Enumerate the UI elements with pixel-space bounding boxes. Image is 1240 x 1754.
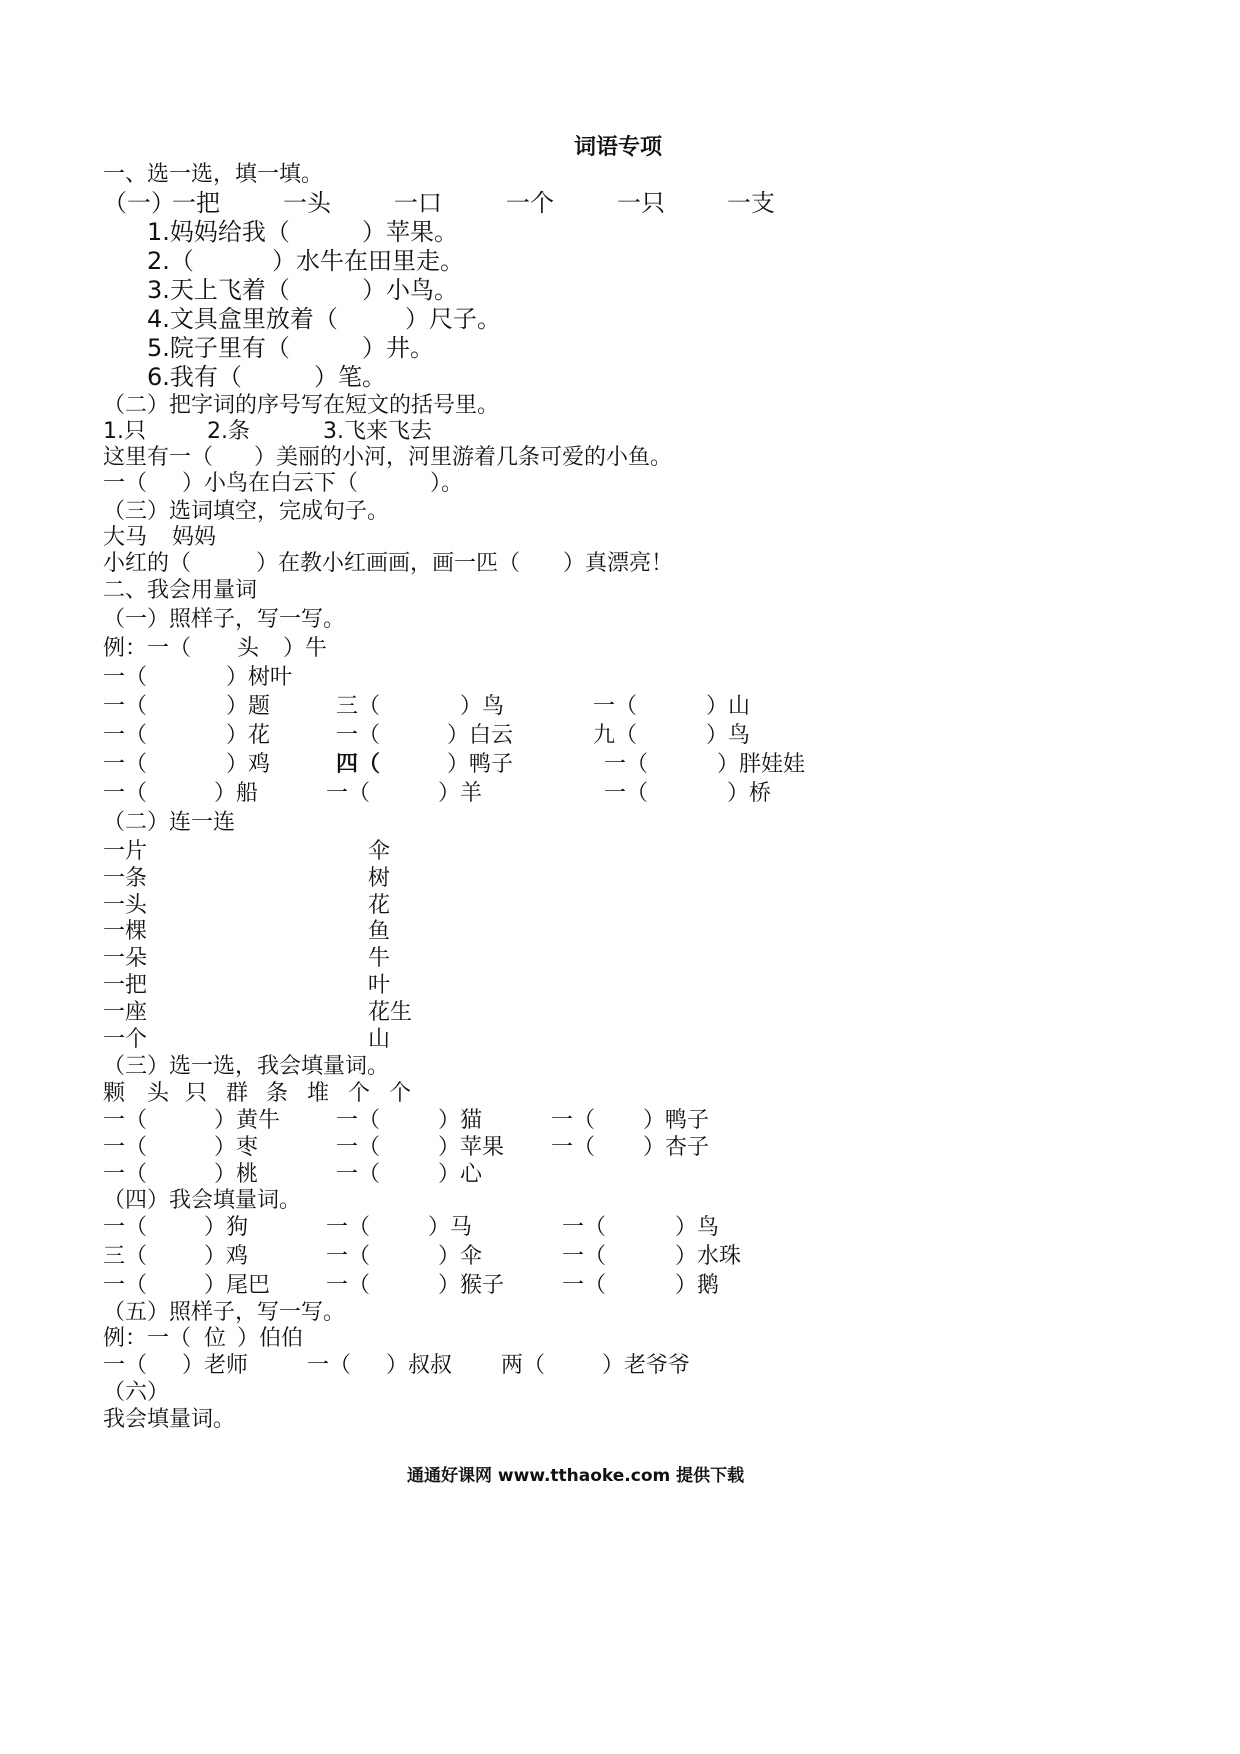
example-answer: 头 (237, 636, 260, 661)
blank-suffix: ）鸡 (204, 1244, 249, 1269)
blank-suffix: ）树叶 (226, 665, 293, 690)
instruction-text: 我会填量词。 (103, 1407, 236, 1432)
question-text: ）在教小红画画，画一匹（ (256, 551, 521, 576)
part-heading: （四）我会填量词。 (103, 1188, 302, 1213)
blank-suffix: ）老师 (182, 1353, 249, 1378)
question-text: 5.院子里有（ (147, 334, 290, 362)
blank-suffix: ）尾巴 (204, 1273, 271, 1298)
blank-prefix: 一（ (551, 1108, 596, 1133)
question-text: 1.妈妈给我（ (147, 218, 290, 246)
section-heading-2: 二、我会用量词 (103, 578, 258, 603)
match-right-item: 鱼 (368, 919, 391, 944)
match-right-item: 山 (368, 1027, 391, 1052)
example-text: ）伯伯 (237, 1326, 304, 1351)
page-footer: 通通好课网 www.tthaoke.com 提供下载 (407, 1466, 745, 1486)
blank-prefix: 一（ (604, 752, 649, 777)
question-text: 2.（ (147, 247, 194, 275)
match-right-item: 花生 (368, 1000, 413, 1025)
blank-suffix: ）枣 (214, 1135, 259, 1160)
blank-suffix: ）鸟 (706, 723, 751, 748)
example-answer: 位 (204, 1326, 227, 1351)
question-text: ）。 (430, 471, 464, 496)
question-text: ）真漂亮！ (563, 551, 674, 576)
part-heading: （二）把字词的序号写在短文的括号里。 (103, 393, 500, 418)
example-text: 例：一（ (103, 636, 192, 661)
option: 堆 (307, 1081, 330, 1106)
section-heading-1: 一、选一选，填一填。 (103, 162, 324, 187)
blank-prefix: 一（ (562, 1215, 607, 1240)
question-text: ）苹果。 (362, 218, 458, 246)
blank-prefix: 九（ (593, 723, 638, 748)
blank-prefix: 一（ (103, 1353, 148, 1378)
blank-prefix: 一（ (326, 1215, 371, 1240)
blank-prefix: 一（ (326, 1244, 371, 1269)
question-text: 6.我有（ (147, 363, 242, 391)
blank-suffix: ）鸟 (675, 1215, 720, 1240)
question-text: ）美丽的小河，河里游着几条可爱的小鱼。 (254, 445, 673, 470)
question-text: ）井。 (362, 334, 434, 362)
option: 2.条 (207, 419, 250, 444)
blank-suffix: ）狗 (204, 1215, 249, 1240)
question-text: 4.文具盒里放着（ (147, 305, 338, 333)
option: 一个 (506, 189, 554, 217)
match-left-item: 一片 (103, 839, 148, 864)
option: 妈妈 (172, 525, 217, 550)
option: 个 (348, 1081, 371, 1106)
blank-prefix: 一（ (103, 781, 148, 806)
blank-suffix: ）水珠 (675, 1244, 742, 1269)
blank-prefix: 一（ (103, 1215, 148, 1240)
part-heading: （一）照样子，写一写。 (103, 607, 346, 632)
blank-suffix: ）船 (214, 781, 259, 806)
part-heading: （一） (103, 189, 175, 217)
match-right-item: 花 (368, 893, 391, 918)
option: 一支 (727, 189, 775, 217)
blank-suffix: ）胖娃娃 (717, 752, 806, 777)
question-text: ）小鸟。 (362, 276, 458, 304)
part-heading: （二）连一连 (103, 810, 236, 835)
match-left-item: 一座 (103, 1000, 148, 1025)
blank-prefix: 一（ (103, 665, 148, 690)
match-left-item: 一把 (103, 973, 148, 998)
blank-prefix: 一（ (336, 723, 381, 748)
question-text: ）笔。 (314, 363, 386, 391)
option: 头 (147, 1081, 170, 1106)
blank-prefix: 两（ (501, 1353, 546, 1378)
blank-prefix: 一（ (562, 1244, 607, 1269)
blank-suffix: ）鸭子 (643, 1108, 710, 1133)
question-text: 一（ (103, 471, 148, 496)
match-right-item: 树 (368, 866, 391, 891)
blank-prefix: 一（ (336, 1162, 381, 1187)
match-left-item: 一条 (103, 866, 148, 891)
blank-prefix: 三（ (336, 694, 381, 719)
blank-suffix: ）花 (226, 723, 271, 748)
blank-prefix: 一（ (103, 694, 148, 719)
question-text: ）小鸟在白云下（ (182, 471, 359, 496)
part-heading: （六） (103, 1380, 170, 1405)
part-heading: （三）选词填空，完成句子。 (103, 499, 390, 524)
option: 大马 (103, 525, 148, 550)
match-right-item: 伞 (368, 839, 391, 864)
option: 一头 (283, 189, 331, 217)
blank-prefix: 一（ (604, 781, 649, 806)
blank-suffix: ）老爷爷 (602, 1353, 691, 1378)
blank-suffix: ）鸟 (460, 694, 505, 719)
blank-prefix: 一（ (103, 1273, 148, 1298)
option: 条 (266, 1081, 289, 1106)
blank-prefix: 一（ (103, 1135, 148, 1160)
blank-suffix: ）鹅 (675, 1273, 720, 1298)
part-heading: （五）照样子，写一写。 (103, 1300, 346, 1325)
question-text: ）尺子。 (405, 305, 501, 333)
blank-prefix: 一（ (103, 1108, 148, 1133)
blank-suffix: ）题 (226, 694, 271, 719)
option: 一只 (617, 189, 665, 217)
blank-suffix: ）鸭子 (447, 752, 514, 777)
part-heading: （三）选一选，我会填量词。 (103, 1054, 390, 1079)
blank-prefix: 一（ (307, 1353, 352, 1378)
question-text: 这里有一（ (103, 445, 214, 470)
blank-prefix: 一（ (103, 723, 148, 748)
blank-suffix: ）鸡 (226, 752, 271, 777)
blank-prefix: 一（ (593, 694, 638, 719)
option: 群 (226, 1081, 249, 1106)
blank-suffix: ）羊 (438, 781, 483, 806)
page-title: 词语专项 (574, 135, 663, 160)
option: 颗 (103, 1081, 126, 1106)
blank-suffix: ）猴子 (438, 1273, 505, 1298)
blank-prefix: 一（ (336, 1108, 381, 1133)
blank-prefix: 一（ (336, 1135, 381, 1160)
blank-prefix: 一（ (551, 1135, 596, 1160)
option: 一口 (394, 189, 442, 217)
blank-suffix: ）白云 (447, 723, 514, 748)
blank-prefix: 一（ (103, 1162, 148, 1187)
example-text: 例：一（ (103, 1326, 192, 1351)
match-right-item: 牛 (368, 946, 391, 971)
option: 只 (185, 1081, 208, 1106)
blank-suffix: ）杏子 (643, 1135, 710, 1160)
option: 个 (389, 1081, 412, 1106)
blank-prefix: 三（ (103, 1244, 148, 1269)
blank-suffix: ）山 (706, 694, 751, 719)
option: 一把 (172, 189, 220, 217)
blank-suffix: ）叔叔 (386, 1353, 453, 1378)
blank-prefix: 一（ (326, 1273, 371, 1298)
blank-prefix: 一（ (103, 752, 148, 777)
question-text: ）水牛在田里走。 (272, 247, 464, 275)
blank-suffix: ）桥 (727, 781, 772, 806)
example-text: ）牛 (283, 636, 328, 661)
question-text: 3.天上飞着（ (147, 276, 290, 304)
blank-suffix: ）马 (428, 1215, 473, 1240)
blank-suffix: ）猫 (438, 1108, 483, 1133)
blank-suffix: ）桃 (214, 1162, 259, 1187)
option: 1.只 (103, 419, 146, 444)
blank-suffix: ）心 (438, 1162, 483, 1187)
blank-suffix: ）伞 (438, 1244, 483, 1269)
blank-suffix: ）黄牛 (214, 1108, 281, 1133)
match-right-item: 叶 (368, 973, 391, 998)
match-left-item: 一个 (103, 1027, 148, 1052)
blank-prefix: 一（ (562, 1273, 607, 1298)
match-left-item: 一棵 (103, 919, 148, 944)
match-left-item: 一头 (103, 893, 148, 918)
option: 3.飞来飞去 (323, 419, 432, 444)
question-text: 小红的（ (103, 551, 192, 576)
blank-prefix: 一（ (326, 781, 371, 806)
blank-prefix: 四（ (336, 752, 381, 777)
match-left-item: 一朵 (103, 946, 148, 971)
blank-suffix: ）苹果 (438, 1135, 505, 1160)
